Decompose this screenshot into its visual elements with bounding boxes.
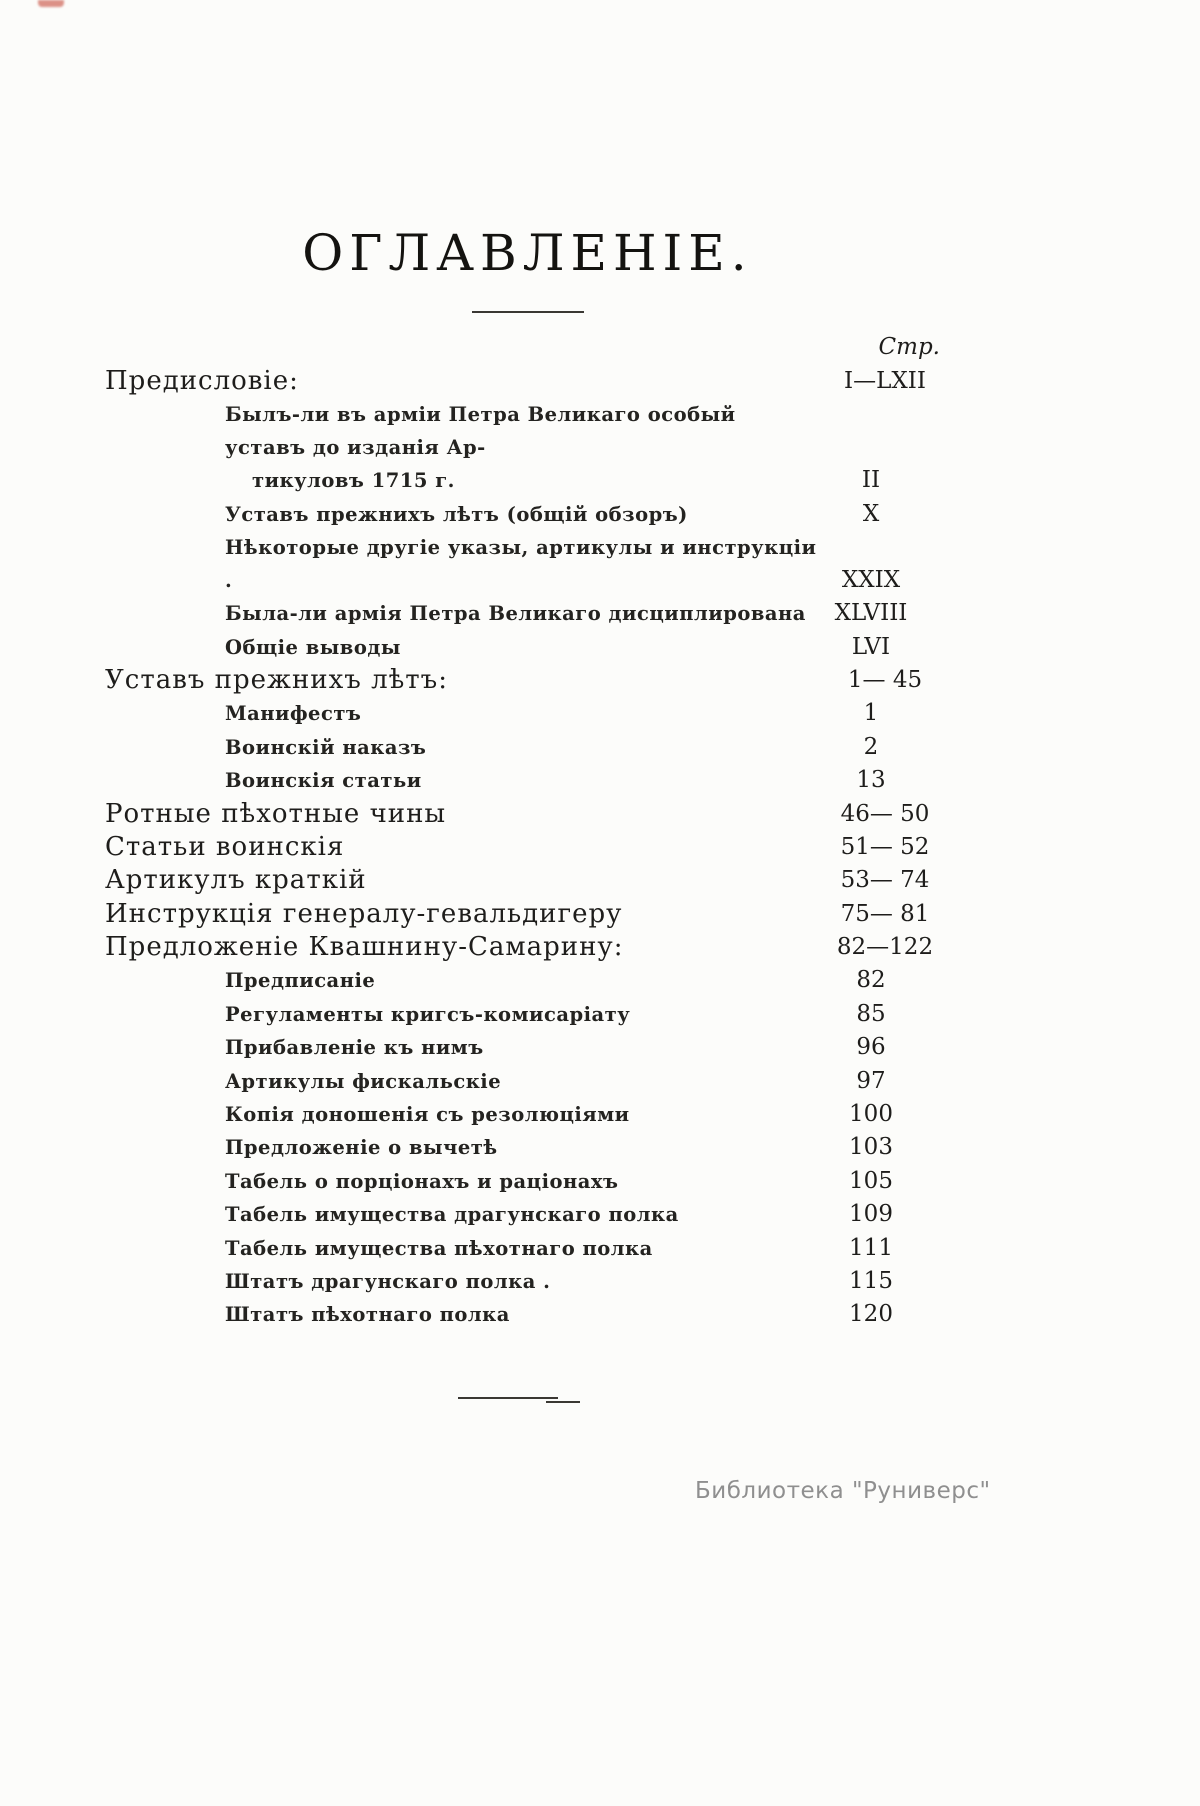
toc-entry-label: Предисловіе: [105, 366, 299, 397]
toc-entry [105, 730, 950, 763]
toc-entry-page-number: XLVIII [834, 600, 908, 627]
toc-entry-page-number: 100 [849, 1101, 893, 1128]
toc-entry-label [105, 398, 820, 497]
toc-entry-label: Статьи воинскія [105, 831, 345, 862]
toc-entry-page-number: 109 [849, 1201, 893, 1228]
toc-entry-label: Прибавленіе къ нимъ [225, 1036, 484, 1060]
toc-entry-page-number: I—LXII [844, 368, 926, 395]
toc-entry-page-number: 1 [863, 700, 879, 727]
toc-entry-page-number: X [862, 500, 880, 527]
toc-entry [105, 864, 950, 897]
toc-entry-label: Табель имущества драгунскаго полка [225, 1203, 679, 1227]
toc-entry [105, 398, 950, 497]
toc-entry-label: Инструкція генералу-гевальдигеру [105, 898, 623, 929]
toc-entry-page-number: 105 [849, 1167, 893, 1194]
toc-entry-page-number: 82 [856, 967, 886, 994]
toc-entry-page-number: 96 [856, 1034, 886, 1061]
toc-entry-label: Предложеніе о вычетѣ [225, 1136, 498, 1160]
toc-entry-label: Копія доношенія съ резолюціями [225, 1103, 630, 1127]
toc-entry [105, 1198, 950, 1231]
page-content [105, 0, 950, 1405]
toc-entry-page-number: II [861, 467, 881, 494]
page-column-header: Стр. [878, 334, 940, 360]
toc-entry-page-number: 111 [849, 1234, 893, 1261]
bottom-divider [458, 1395, 598, 1405]
toc-entry [105, 1098, 950, 1131]
toc-entry [105, 997, 950, 1030]
toc-entry-label: Воинскія статьи [225, 769, 422, 793]
toc-entry [105, 630, 950, 663]
toc-entry [105, 1298, 950, 1331]
toc-entry-label: Была-ли армія Петра Великаго дисциплирована [225, 602, 806, 626]
toc-entry-label: Регуламенты кригсъ-комисаріату [225, 1002, 631, 1026]
toc-entry-line: Былъ-ли въ арміи Петра Великаго особый уставъ до изданія Ар- [225, 403, 736, 460]
toc-entry-label: Табель о порціонахъ и раціонахъ [225, 1169, 619, 1193]
toc-entry [105, 1265, 950, 1298]
toc-entry-label: Артикулы фискальскіе [225, 1069, 502, 1093]
bottom-divider-line [458, 1397, 558, 1399]
toc-entry-line: тикуловъ 1715 г. [252, 469, 455, 493]
toc-entry-page-number: 2 [863, 733, 879, 760]
toc-entry [105, 764, 950, 797]
toc-entry [105, 897, 950, 930]
toc-entry-page-number: XXIX [841, 566, 901, 593]
page-title: ОГЛАВЛЕНІЕ. [302, 224, 753, 282]
toc-entry [105, 1231, 950, 1264]
toc-entry [105, 1131, 950, 1164]
toc-entry [105, 1064, 950, 1097]
toc-entry-label: Уставъ прежнихъ лѣтъ: [105, 664, 448, 695]
toc-entry-label: Штатъ пѣхотнаго полка [225, 1303, 510, 1327]
toc-entry-label: Манифестъ [225, 702, 362, 726]
toc-entry-page-number: 120 [849, 1301, 893, 1328]
toc-entry-page-number: 51— 52 [840, 833, 930, 860]
library-watermark: Библиотека "Руниверс" [695, 1478, 991, 1504]
toc-entry-label: Ротные пѣхотные чины [105, 798, 447, 829]
toc-entry [105, 597, 950, 630]
toc-entry-page-number: 85 [856, 1000, 886, 1027]
toc-entry-label: Табель имущества пѣхотнаго полка [225, 1236, 653, 1260]
toc-entry [105, 365, 950, 398]
toc-entry-page-number: 97 [856, 1067, 886, 1094]
toc-entry-page-number: 46— 50 [840, 800, 930, 827]
toc-entry-label: Артикулъ краткій [105, 865, 367, 896]
toc-entry-page-number: 75— 81 [840, 900, 930, 927]
toc-entry [105, 664, 950, 697]
toc-entry-page-number: LVI [851, 633, 891, 660]
toc-entry-page-number: 82—122 [836, 934, 934, 961]
toc-entry-label: Предложеніе Квашнину-Самарину: [105, 932, 624, 963]
toc-entry [105, 831, 950, 864]
toc-entry [105, 531, 950, 597]
toc-entry-label: Штатъ драгунскаго полка . [225, 1269, 551, 1293]
toc-entry-page-number: 13 [856, 767, 886, 794]
toc-entry [105, 964, 950, 997]
toc-entry [105, 931, 950, 964]
toc-entry [105, 697, 950, 730]
table-of-contents [105, 365, 950, 1331]
toc-entry [105, 1031, 950, 1064]
toc-entry-label: Воинскій наказъ [225, 735, 427, 759]
title-divider [472, 311, 584, 313]
scan-ink-artifact [38, 0, 64, 7]
toc-entry [105, 797, 950, 830]
toc-entry-label: Уставъ прежнихъ лѣтъ (общій обзоръ) [225, 502, 688, 526]
toc-entry-page-number: 103 [849, 1134, 893, 1161]
toc-entry-page-number: 53— 74 [840, 867, 930, 894]
toc-entry-label: Предписаніе [225, 969, 376, 993]
bottom-divider-dash [546, 1401, 580, 1403]
toc-entry [105, 1164, 950, 1197]
toc-entry-page-number: 115 [849, 1267, 893, 1294]
toc-entry [105, 497, 950, 530]
toc-entry-page-number: 1— 45 [847, 666, 923, 693]
toc-entry-label: Нѣкоторые другіе указы, артикулы и инструкціи . [225, 535, 817, 592]
toc-entry-label: Общіе выводы [225, 635, 401, 659]
